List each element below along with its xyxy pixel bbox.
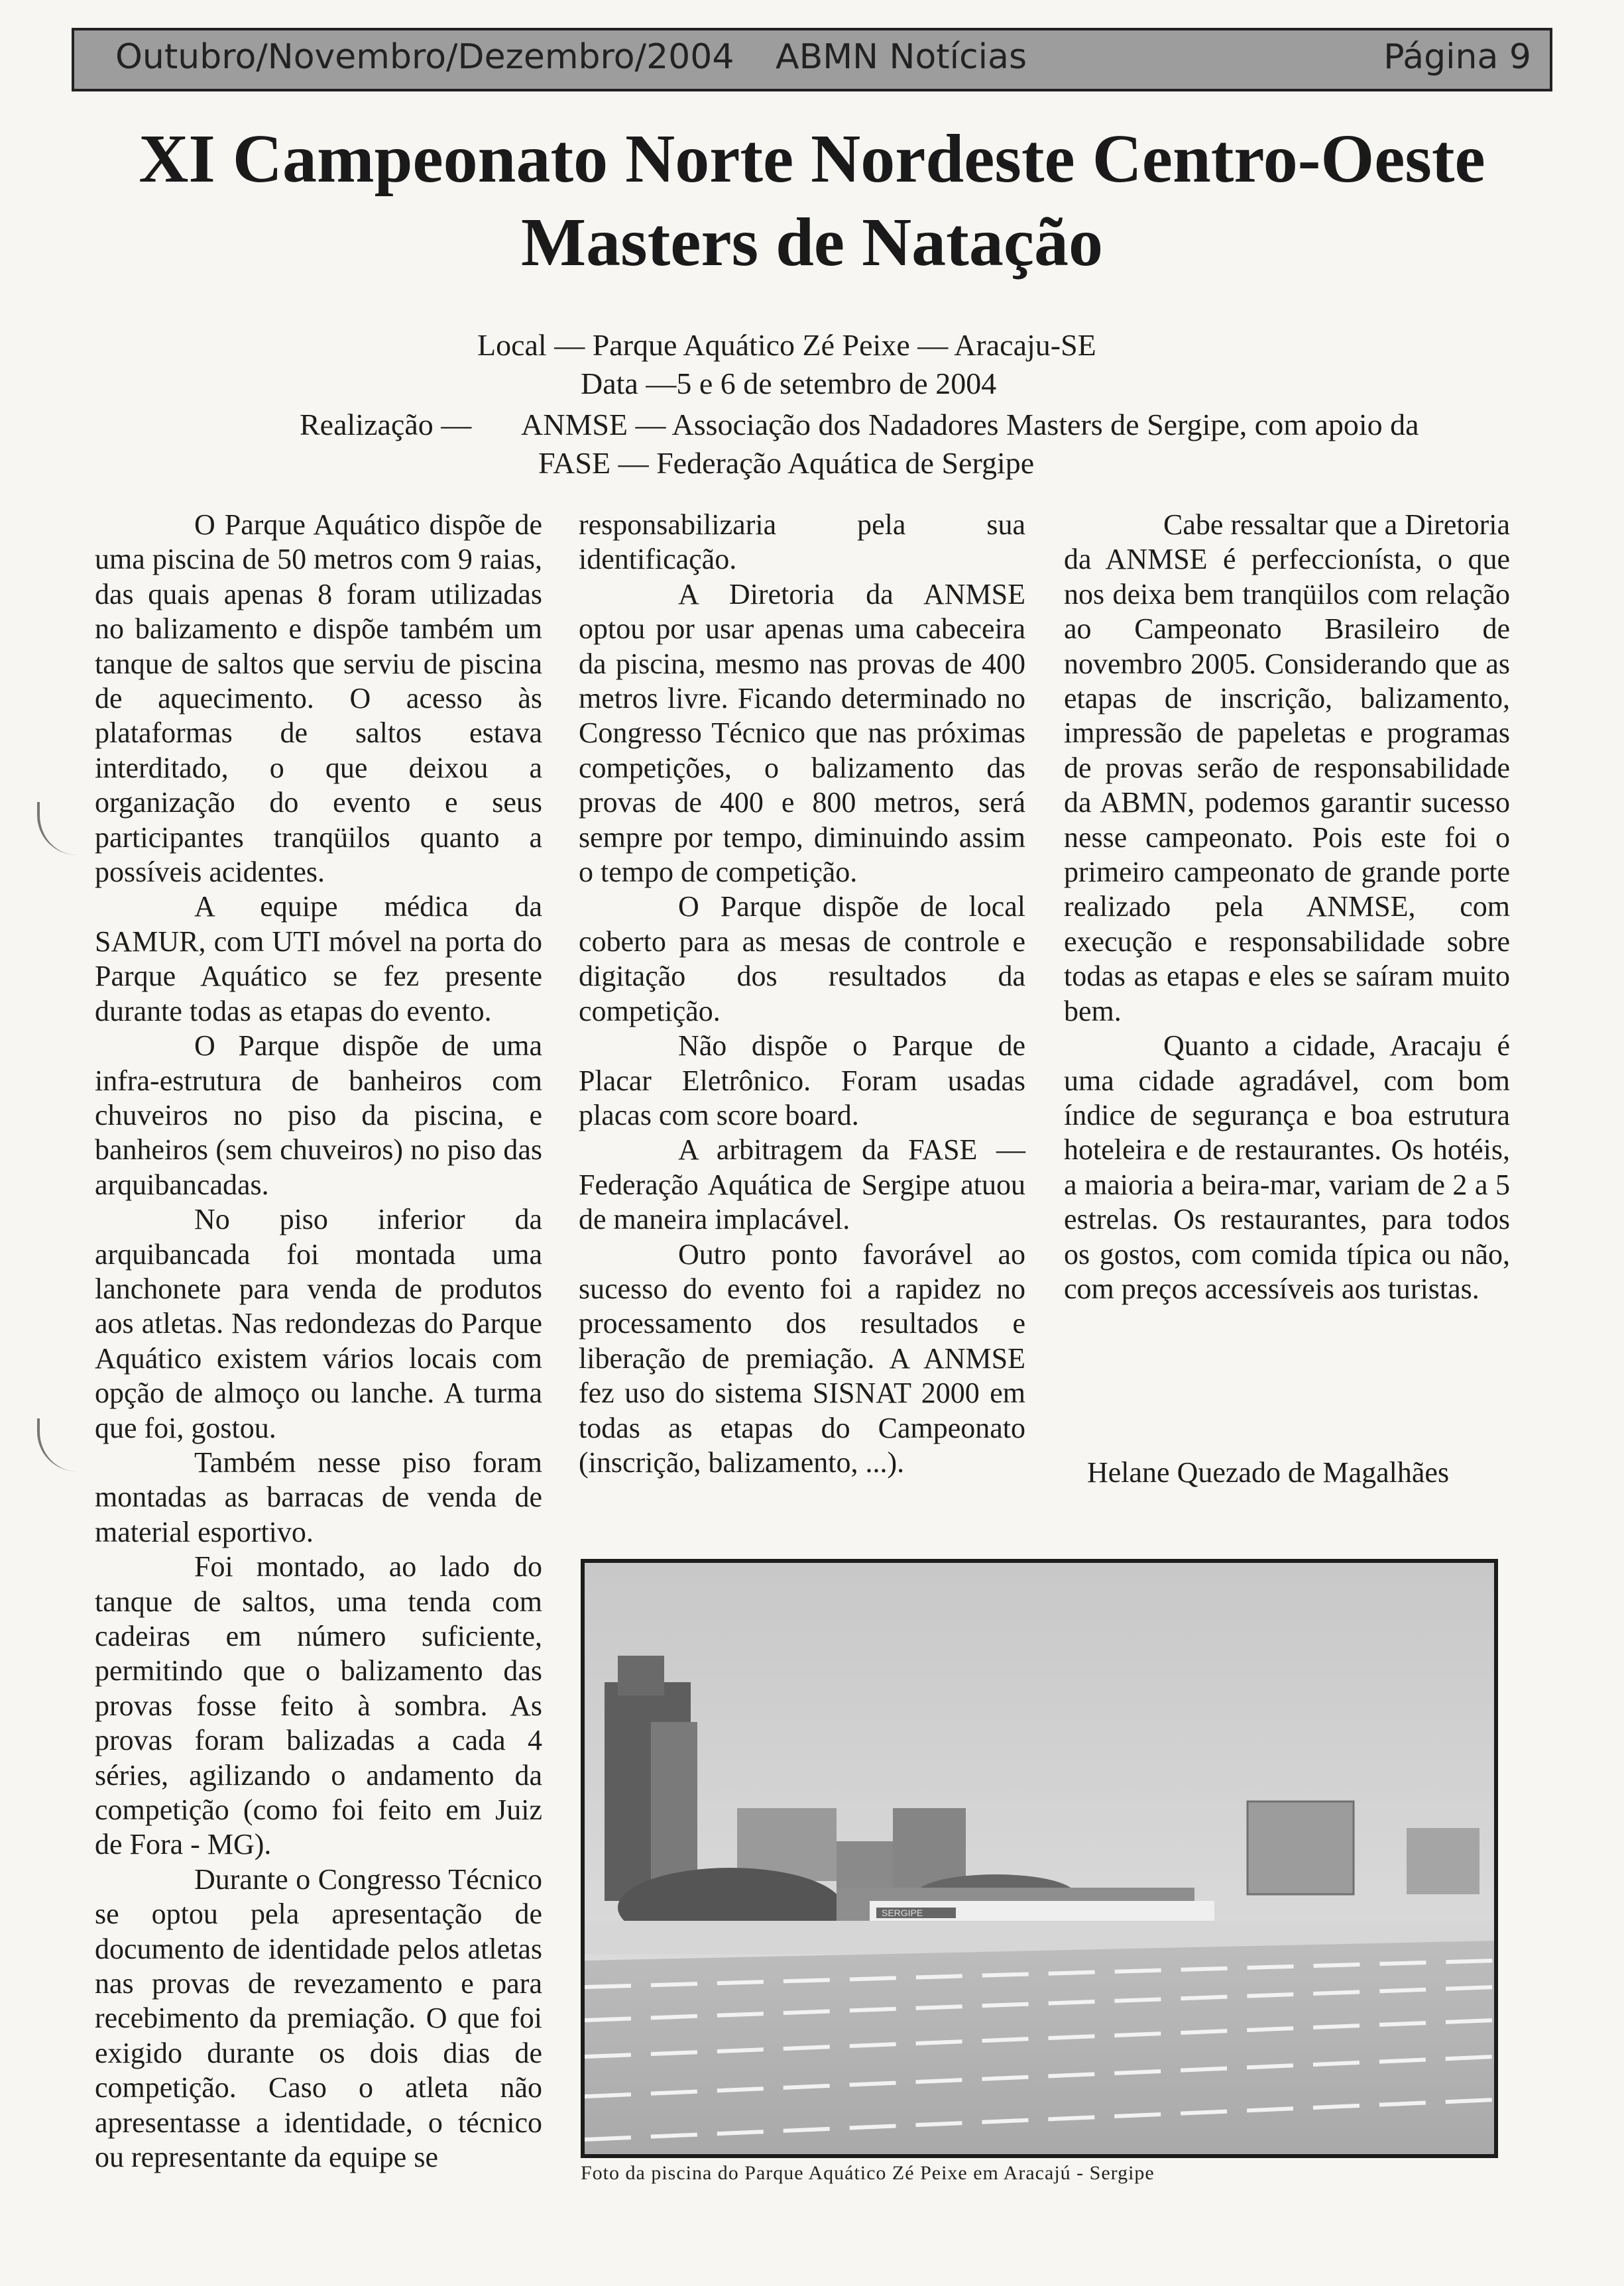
page-header-bar	[72, 28, 1552, 91]
pool-photo	[581, 1559, 1498, 2158]
article-column-1	[95, 508, 542, 2175]
paragraph: O Parque Aquático dispõe de uma piscina de 50 metros com 9 raias, das quais apenas 8 foram utilizadas no balizamento e dispõe também um tanque de saltos que serviu de piscina de aquecimento. O acesso às plataformas de saltos estava interditado, o que deixou a organização do evento e seus participantes tranqüilos quanto a possíveis acidentes.	[95, 508, 542, 889]
organizer-line-1: ANMSE — Associação dos Nadadores Masters de Sergipe, com apoio da	[521, 408, 1419, 441]
event-location: Local — Parque Aquático Zé Peixe — Aracaju-SE	[477, 328, 1096, 362]
pool-photo-illustration	[585, 1563, 1494, 2154]
paragraph: Foi montado, ao lado do tanque de saltos, uma tenda com cadeiras em número suficiente, permitindo que o balizamento das provas fosse feito à sombra. As provas foram balizadas a cada 4 séries, agilizando o andamento da competição (como foi feito em Juiz de Fora - MG).	[95, 1550, 542, 1861]
paragraph: Cabe ressaltar que a Diretoria da ANMSE é perfeccionísta, o que nos deixa bem tranqüilos com relação ao Campeonato Brasileiro de novembro 2005. Considerando que as etapas de inscrição, balizamento, impressão de papeletas e programas de provas serão de responsabilidade da ABMN, podemos garantir sucesso nesse campeonato. Pois este foi o primeiro campeonato de grande porte realizado pela ANMSE, com execução e responsabilidade sobre todas as etapas e eles se saíram muito bem.	[1064, 508, 1510, 1027]
paragraph: Quanto a cidade, Aracaju é uma cidade agradável, com bom índice de segurança e boa estrutura hoteleira e de restaurantes. Os hotéis, a maioria a beira-mar, variam de 2 a 5 estrelas. Os restaurantes, para todos os gostos, com comida típica ou não, com preços accessíveis aos turistas.	[1064, 1029, 1510, 1305]
paragraph: Também nesse piso foram montadas as barracas de venda de material esportivo.	[95, 1446, 542, 1548]
paragraph: responsabilizaria pela sua identificação.	[579, 508, 1025, 576]
paragraph: A Diretoria da ANMSE optou por usar apenas uma cabeceira da piscina, mesmo nas provas de 400 metros livre. Ficando determinado no Congresso Técnico que nas próximas competições, o balizamento das provas de 400 e 800 metros, será sempre por tempo, diminuindo assim o tempo de competição.	[579, 577, 1025, 889]
issue-date: Outubro/Novembro/Dezembro/2004	[115, 37, 734, 77]
organizer-line-2: FASE — Federação Aquática de Sergipe	[538, 446, 1035, 480]
paragraph: A equipe médica da SAMUR, com UTI móvel na porta do Parque Aquático se fez presente durante todas as etapas do evento.	[95, 890, 542, 1027]
article-column-2	[579, 508, 1025, 1480]
paragraph: A arbitragem da FASE — Federação Aquática de Sergipe atuou de maneira implacável.	[579, 1133, 1025, 1236]
author-signature: Helane Quezado de Magalhães	[1087, 1456, 1450, 1489]
paragraph: O Parque dispõe de local coberto para as mesas de controle e digitação dos resultados da competição.	[579, 890, 1025, 1027]
page-number: Página 9	[1383, 37, 1531, 77]
paragraph: O Parque dispõe de uma infra-estrutura de banheiros com chuveiros no piso da piscina, e banheiros (sem chuveiros) no piso das arquibancadas.	[95, 1029, 542, 1201]
binding-hole-mark	[37, 802, 80, 855]
publication-name: ABMN Notícias	[776, 37, 1027, 77]
paragraph: Não dispõe o Parque de Placar Eletrônico. Foram usadas placas com score board.	[579, 1029, 1025, 1131]
article-title-line-2: Masters de Natação	[521, 204, 1103, 280]
article-title-line-1: XI Campeonato Norte Nordeste Centro-Oeste	[139, 121, 1485, 197]
paragraph: Durante o Congresso Técnico se optou pela apresentação de documento de identidade pelos atletas nas provas de revezamento e para recebimento da premiação. O que foi exigido durante os dois dias de competição. Caso o atleta não apresentasse a identidade, o técnico ou representante da equipe se	[95, 1862, 542, 2174]
paragraph: No piso inferior da arquibancada foi montada uma lanchonete para venda de produtos aos atletas. Nas redondezas do Parque Aquático existem vários locais com opção de almoço ou lanche. A turma que foi, gostou.	[95, 1203, 542, 1444]
article-column-3	[1064, 508, 1510, 1306]
photo-caption: Foto da piscina do Parque Aquático Zé Peixe em Aracajú - Sergipe	[581, 2162, 1155, 2184]
binding-hole-mark	[37, 1418, 80, 1471]
svg-text:SERGIPE: SERGIPE	[882, 1908, 923, 1918]
paragraph: Outro ponto favorável ao sucesso do evento foi a rapidez no processamento dos resultados e liberação de premiação. A ANMSE fez uso do sistema SISNAT 2000 em todas as etapas do Campeonato (inscrição, balizamento, ...).	[579, 1237, 1025, 1479]
organizer-label: Realização —	[300, 408, 472, 441]
event-date: Data —5 e 6 de setembro de 2004	[581, 367, 997, 400]
